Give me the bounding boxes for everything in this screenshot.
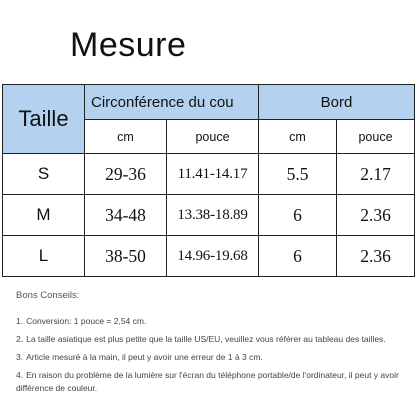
- tip-number: 2.: [16, 334, 24, 344]
- tip-text: Conversion: 1 pouce = 2,54 cm.: [26, 316, 147, 326]
- edge-cm-value: 6: [259, 195, 337, 236]
- tips-section: [16, 290, 412, 395]
- neck-cm-value: 34-48: [85, 195, 167, 236]
- neck-inch-value: 11.41-14.17: [167, 154, 259, 195]
- table-row: [3, 195, 415, 236]
- size-label: S: [3, 154, 85, 195]
- subheader-cm: cm: [85, 120, 167, 154]
- neck-cm-value: 38-50: [85, 236, 167, 277]
- list-item: [16, 333, 412, 346]
- tip-number: 3.: [16, 352, 24, 362]
- table-row: [3, 154, 415, 195]
- size-table: [2, 84, 415, 277]
- header-neck-circumference: Circonférence du cou: [85, 85, 259, 120]
- table-row: [3, 236, 415, 277]
- tip-text: En raison du problème de la lumière sur l'écran du téléphone portable/de l'ordinateur, il peut y avoir différence de couleur.: [16, 370, 399, 393]
- list-item: [16, 369, 412, 395]
- tip-number: 4.: [16, 370, 24, 380]
- subheader-cm: cm: [259, 120, 337, 154]
- size-label: L: [3, 236, 85, 277]
- neck-inch-value: 13.38-18.89: [167, 195, 259, 236]
- edge-inch-value: 2.36: [337, 236, 415, 277]
- tip-text: La taille asiatique est plus petite que la taille US/EU, veuillez vous référer au tableau des tailles.: [26, 334, 386, 344]
- page-title: Mesure: [70, 26, 187, 64]
- edge-cm-value: 5.5: [259, 154, 337, 195]
- tips-list: [16, 315, 412, 395]
- edge-inch-value: 2.17: [337, 154, 415, 195]
- header-size: Taille: [3, 85, 85, 154]
- list-item: [16, 315, 412, 328]
- edge-cm-value: 6: [259, 236, 337, 277]
- tip-number: 1.: [16, 316, 24, 326]
- tips-heading: Bons Conseils:: [16, 290, 80, 301]
- header-edge: Bord: [259, 85, 415, 120]
- subheader-inch: pouce: [337, 120, 415, 154]
- neck-inch-value: 14.96-19.68: [167, 236, 259, 277]
- list-item: [16, 351, 412, 364]
- edge-inch-value: 2.36: [337, 195, 415, 236]
- subheader-inch: pouce: [167, 120, 259, 154]
- neck-cm-value: 29-36: [85, 154, 167, 195]
- tip-text: Article mesuré à la main, il peut y avoir une erreur de 1 à 3 cm.: [26, 352, 263, 362]
- size-label: M: [3, 195, 85, 236]
